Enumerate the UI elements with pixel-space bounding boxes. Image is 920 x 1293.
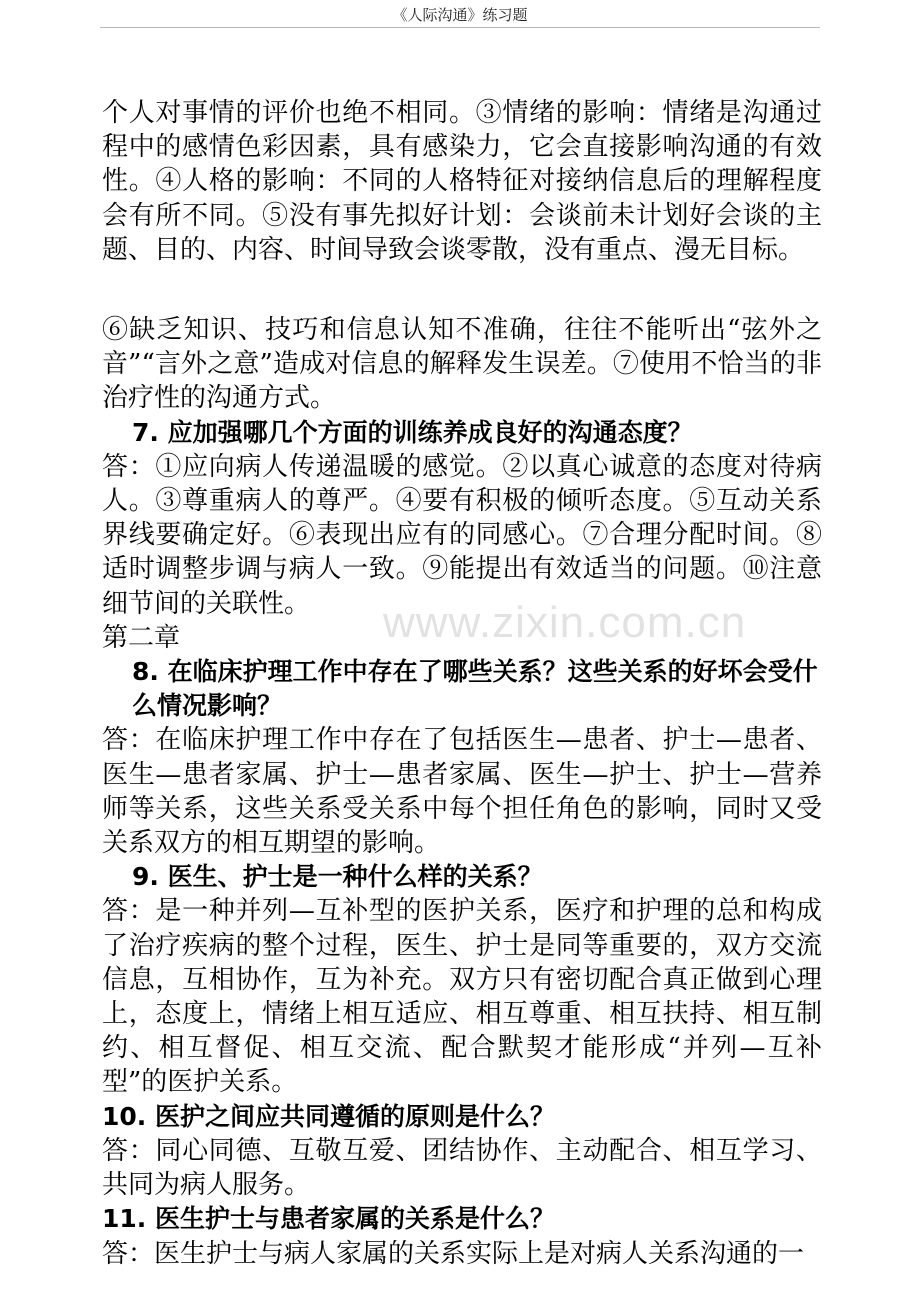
answer-8: 答：在临床护理工作中存在了包括医生—患者、护士—患者、医生—患者家属、护士—患者家属、医生—护士、护士—营养师等关系，这些关系受关系中每个担任角色的影响，同时又受关系双方的相互期望的影响。	[102, 725, 822, 859]
chapter-heading: 第二章	[102, 622, 181, 653]
paragraph-factors: ⑥缺乏知识、技巧和信息认知不准确，往往不能听出“弦外之音”“言外之意”造成对信息的解释发生误差。⑦使用不恰当的非治疗性的沟通方式。	[102, 315, 822, 414]
question-10: 10. 医护之间应共同遵循的原则是什么？	[102, 1101, 555, 1131]
answer-7: 答：①应向病人传递温暖的感觉。②以真心诚意的态度对待病人。③尊重病人的尊严。④要有积极的倾听态度。⑤互动关系界线要确定好。⑥表现出应有的同感心。⑦合理分配时间。⑧适时调整步调与病人一致。⑨能提出有效适当的问题。⑩注意细节间的关联性。	[102, 451, 822, 619]
watermark: www.zixin.com.cn	[383, 598, 747, 647]
question-7: 7. 应加强哪几个方面的训练养成良好的沟通态度？	[132, 417, 693, 447]
question-8: 8. 在临床护理工作中存在了哪些关系？这些关系的好坏会受什么情况影响？	[132, 657, 818, 721]
header-divider	[100, 27, 820, 28]
answer-10: 答：同心同德、互敬互爱、团结协作、主动配合、相互学习、共同为病人服务。	[102, 1135, 822, 1201]
paragraph-continued: 个人对事情的评价也绝不相同。③情绪的影响：情绪是沟通过程中的感情色彩因素，具有感染力，它会直接影响沟通的有效性。④人格的影响：不同的人格特征对接纳信息后的理解程度会有所不同。⑤没有事先拟好计划：会谈前未计划好会谈的主题、目的、内容、时间导致会谈零散，没有重点、漫无目标。	[102, 98, 822, 265]
question-11: 11. 医生护士与患者家属的关系是什么？	[102, 1204, 555, 1234]
page-header-title: 《人际沟通》练习题	[392, 6, 528, 24]
answer-11: 答：医生护士与病人家属的关系实际上是对病人关系沟通的一	[102, 1238, 805, 1269]
answer-9: 答：是一种并列—互补型的医护关系，医疗和护理的总和构成了治疗疾病的整个过程，医生、护士是同等重要的，双方交流信息，互相协作，互为补充。双方只有密切配合真正做到心理上，态度上，情绪上相互适应、相互尊重、相互扶持、相互制约、相互督促、相互交流、配合默契才能形成“并列—互补型”的医护关系。	[102, 896, 822, 1098]
question-9: 9. 医生、护士是一种什么样的关系？	[132, 862, 543, 892]
document-body	[102, 96, 822, 1271]
paragraph-gap	[102, 267, 822, 313]
